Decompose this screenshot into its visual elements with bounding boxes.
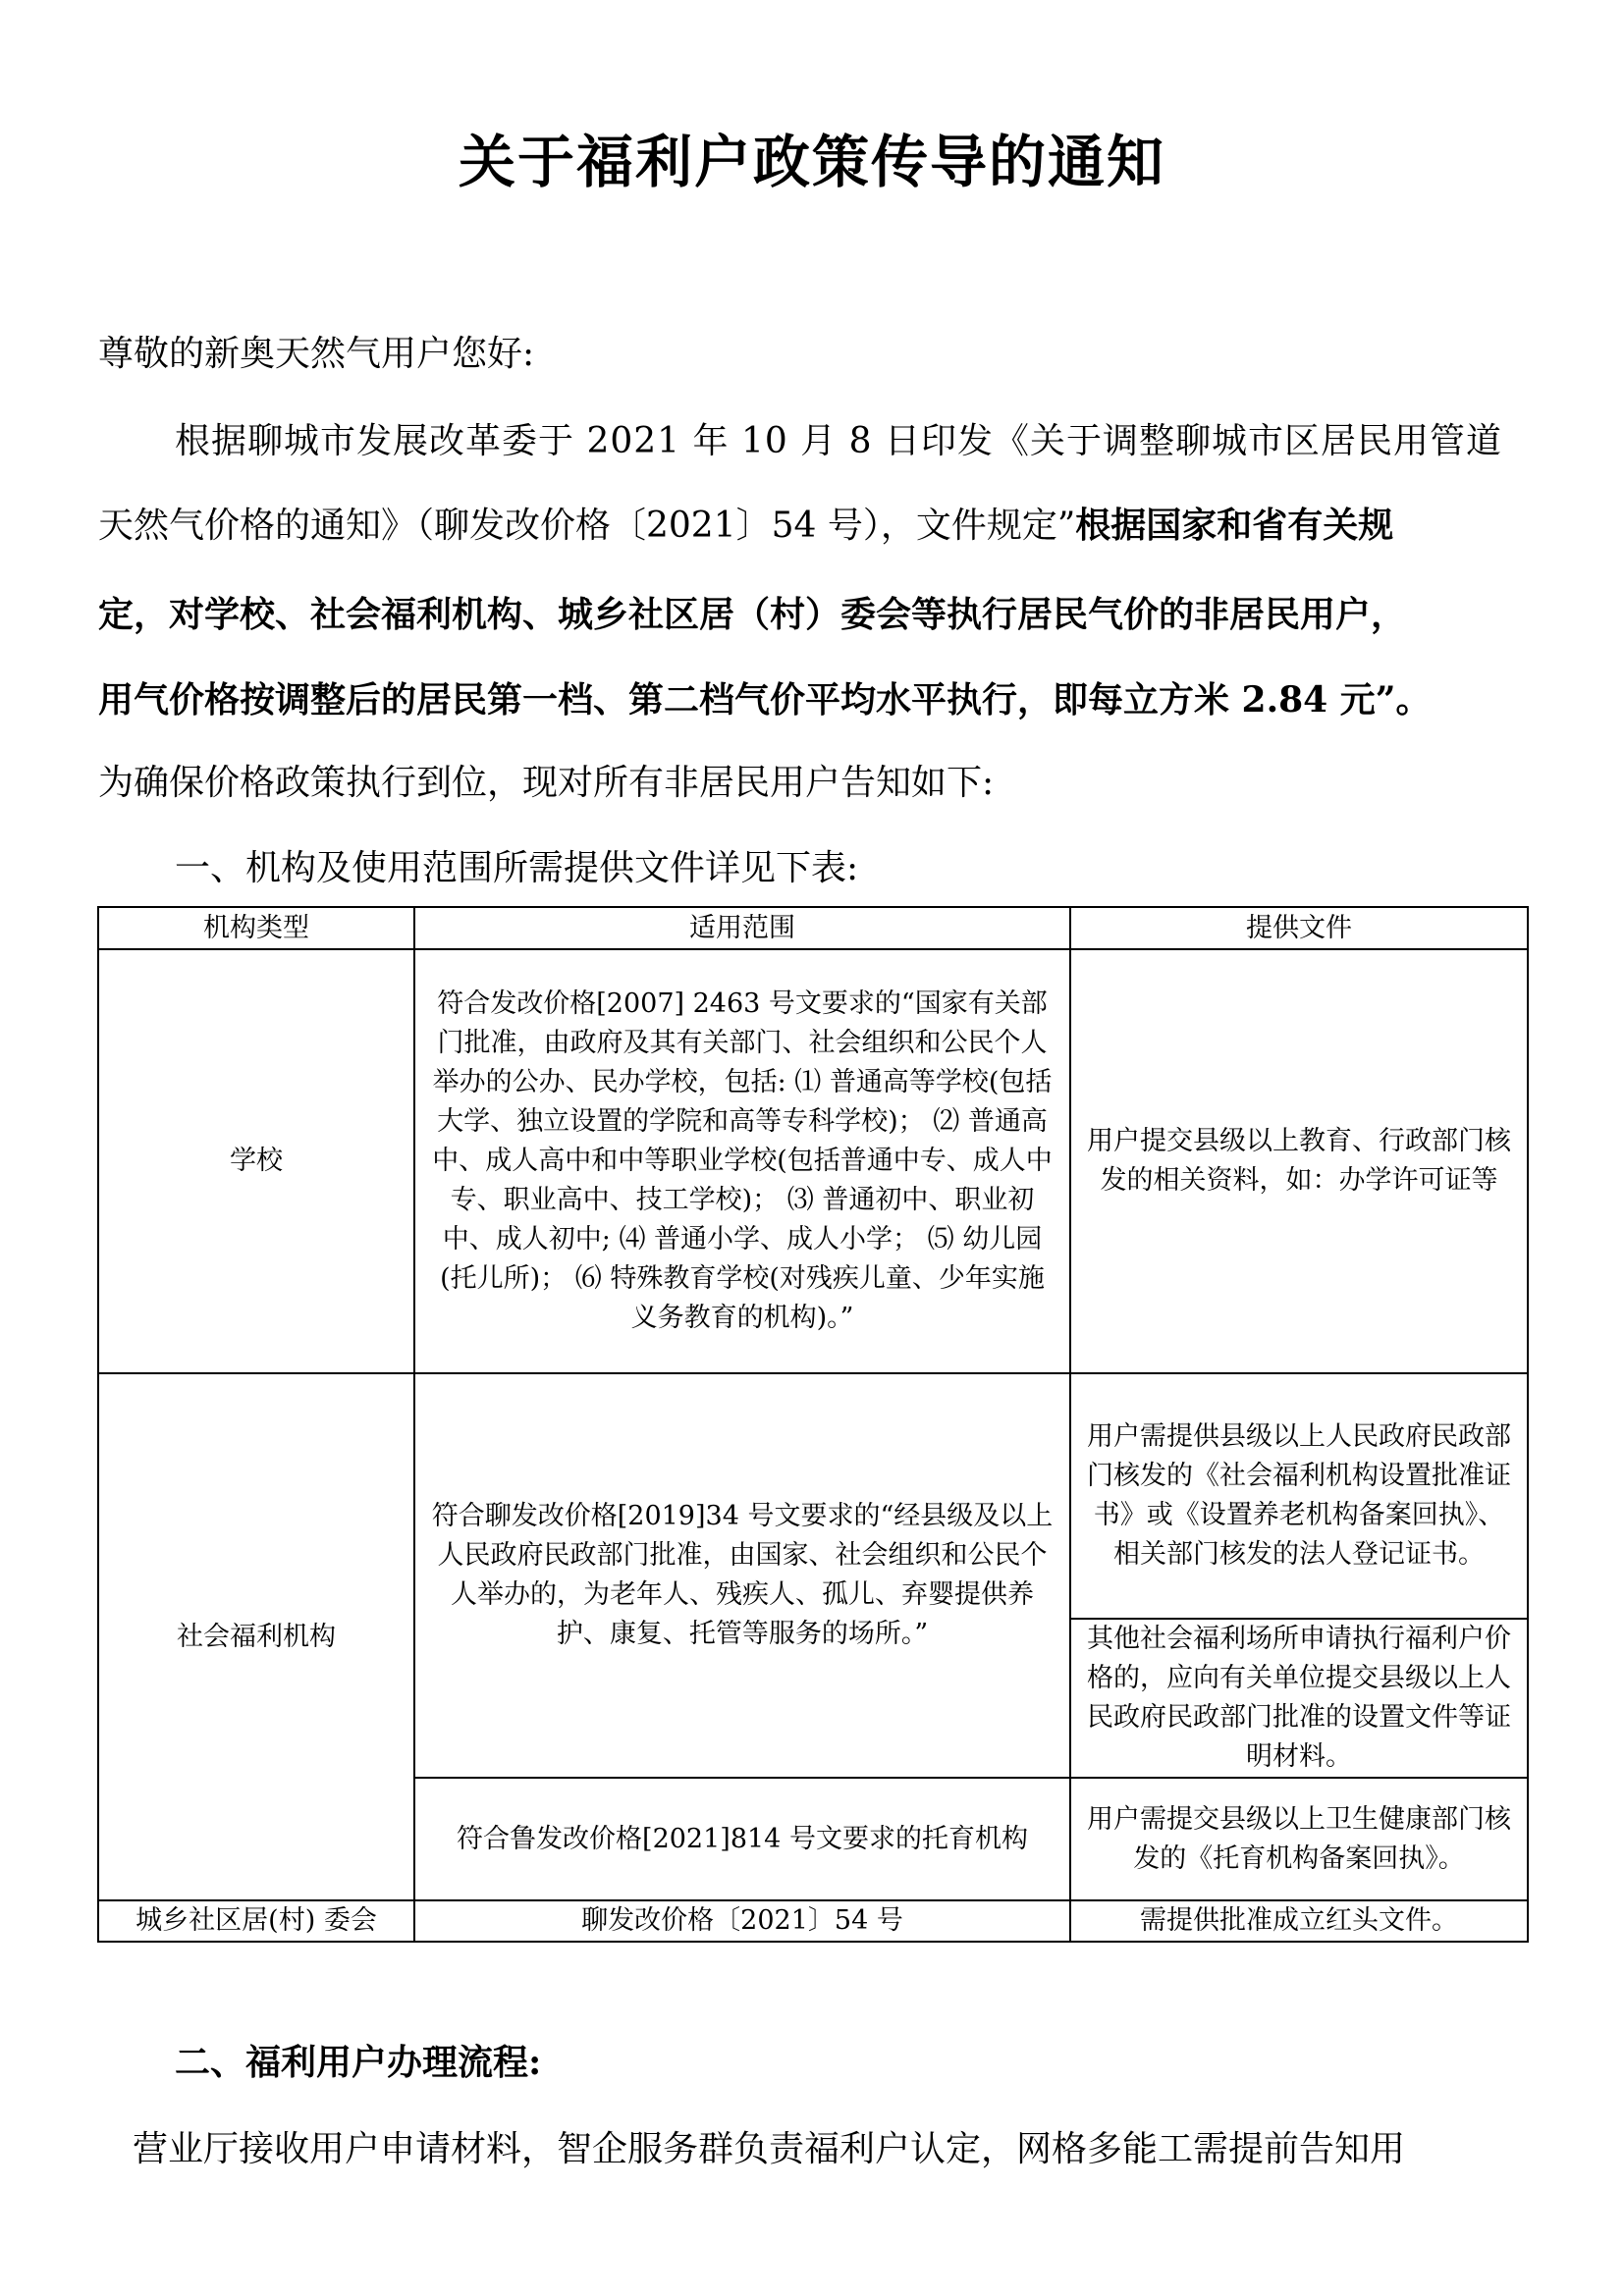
greeting: 尊敬的新奥天然气用户您好: — [98, 334, 535, 374]
column-header: 适用范围 — [414, 907, 1070, 949]
paragraph-line: 营业厅接收用户申请材料，智企服务群负责福利户认定，网格多能工需提前告知用 — [133, 2129, 1406, 2169]
paragraph-bold-line: 定，对学校、社会福利机构、城乡社区居（村）委会等执行居民气价的非居民用户， — [98, 594, 1407, 635]
table-row — [98, 949, 1528, 1373]
paragraph-bold-text: 根据国家和省有关规 — [1075, 505, 1394, 546]
table-row — [98, 1900, 1528, 1942]
documents-cell: 用户需提供县级以上人民政府民政部门核发的《社会福利机构设置批准证书》或《设置养老机构备案回执》、相关部门核发的法人登记证书。 — [1070, 1373, 1528, 1619]
paragraph-line — [98, 507, 1532, 544]
section-heading-1: 一、机构及使用范围所需提供文件详见下表: — [175, 848, 859, 888]
requirements-table — [97, 906, 1529, 1943]
scope-cell: 符合聊发改价格[2019]34 号文要求的“经县级及以上人民政府民政部门批准，由国家、社会组织和公民个人举办的，为老年人、残疾人、孤儿、弃婴提供养护、康复、托管等服务的场所。” — [414, 1373, 1070, 1778]
section-heading-2: 二、福利用户办理流程: — [175, 2042, 542, 2083]
paragraph-line: 为确保价格政策执行到位，现对所有非居民用户告知如下: — [98, 763, 995, 803]
documents-cell: 需提供批准成立红头文件。 — [1070, 1900, 1528, 1942]
scope-cell: 符合鲁发改价格[2021]814 号文要求的托育机构 — [414, 1778, 1070, 1900]
scope-cell: 符合发改价格[2007] 2463 号文要求的“国家有关部门批准，由政府及其有关部门、社会组织和公民个人举办的公办、民办学校，包括: ⑴ 普通高等学校(包括大学、独立设置的学院和高等专科学校)； ⑵ 普通高中、成人高中和中等职业学校(包括普通中专、成人中专、职业高中、技工学校)； ⑶ 普通初中、职业初中、成人初中; ⑷ 普通小学、成人小学； ⑸ 幼儿园(托儿所)； ⑹ 特殊教育学校(对残疾儿童、少年实施义务教育的机构)。” — [414, 949, 1070, 1373]
paragraph-line: 根据聊城市发展改革委于 2021 年 10 月 8 日印发《关于调整聊城市区居民用管道 — [175, 421, 1502, 461]
documents-cell: 其他社会福利场所申请执行福利户价格的，应向有关单位提交县级以上人民政府民政部门批准的设置文件等证明材料。 — [1070, 1619, 1528, 1778]
paragraph-text: 天然气价格的通知》（聊发改价格〔2021〕54 号），文件规定” — [98, 506, 1076, 546]
document-title: 关于福利户政策传导的通知 — [458, 129, 1165, 195]
table-row — [98, 1373, 1528, 1619]
institution-type-cell: 社会福利机构 — [98, 1373, 414, 1900]
institution-type-cell: 学校 — [98, 949, 414, 1373]
institution-type-cell: 城乡社区居(村) 委会 — [98, 1900, 414, 1942]
documents-cell: 用户提交县级以上教育、行政部门核发的相关资料，如：办学许可证等 — [1070, 949, 1528, 1373]
paragraph-bold-line: 用气价格按调整后的居民第一档、第二档气价平均水平执行，即每立方米 2.84 元”。 — [98, 679, 1432, 721]
table-header-row — [98, 907, 1528, 949]
column-header: 机构类型 — [98, 907, 414, 949]
scope-cell: 聊发改价格〔2021〕54 号 — [414, 1900, 1070, 1942]
documents-cell: 用户需提交县级以上卫生健康部门核发的《托育机构备案回执》。 — [1070, 1778, 1528, 1900]
column-header: 提供文件 — [1070, 907, 1528, 949]
